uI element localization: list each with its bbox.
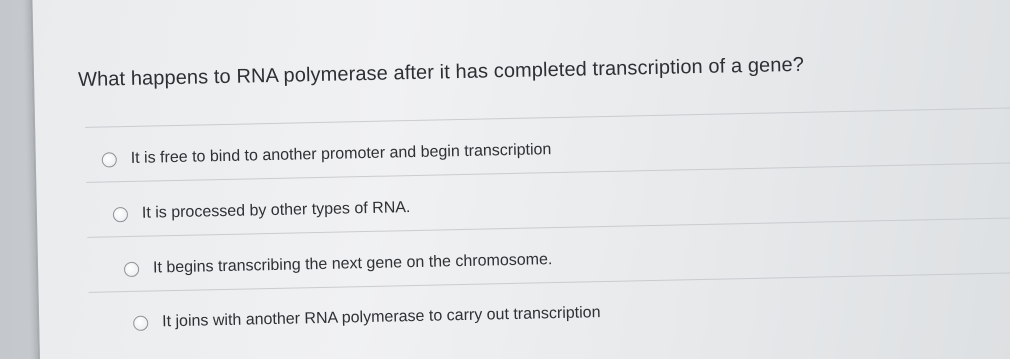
- radio-button[interactable]: [102, 152, 117, 167]
- divider: [85, 107, 1010, 128]
- answer-option-4[interactable]: [133, 304, 601, 332]
- radio-button[interactable]: [113, 207, 128, 222]
- answer-option-1[interactable]: [102, 141, 552, 168]
- answer-option-label: It begins transcribing the next gene on the chromosome.: [152, 251, 553, 277]
- radio-button[interactable]: [133, 315, 148, 330]
- answer-option-label: It is processed by other types of RNA.: [141, 199, 411, 222]
- answer-option-2[interactable]: [113, 199, 411, 223]
- question-text: What happens to RNA polymerase after it has completed transcription of a gene?: [77, 53, 805, 92]
- answer-option-label: It is free to bind to another promoter and begin transcription: [130, 141, 552, 167]
- question-card: [30, 0, 1010, 359]
- answer-option-3[interactable]: [124, 251, 553, 278]
- radio-button[interactable]: [124, 261, 139, 276]
- answer-option-label: It joins with another RNA polymerase to carry out transcription: [162, 304, 601, 331]
